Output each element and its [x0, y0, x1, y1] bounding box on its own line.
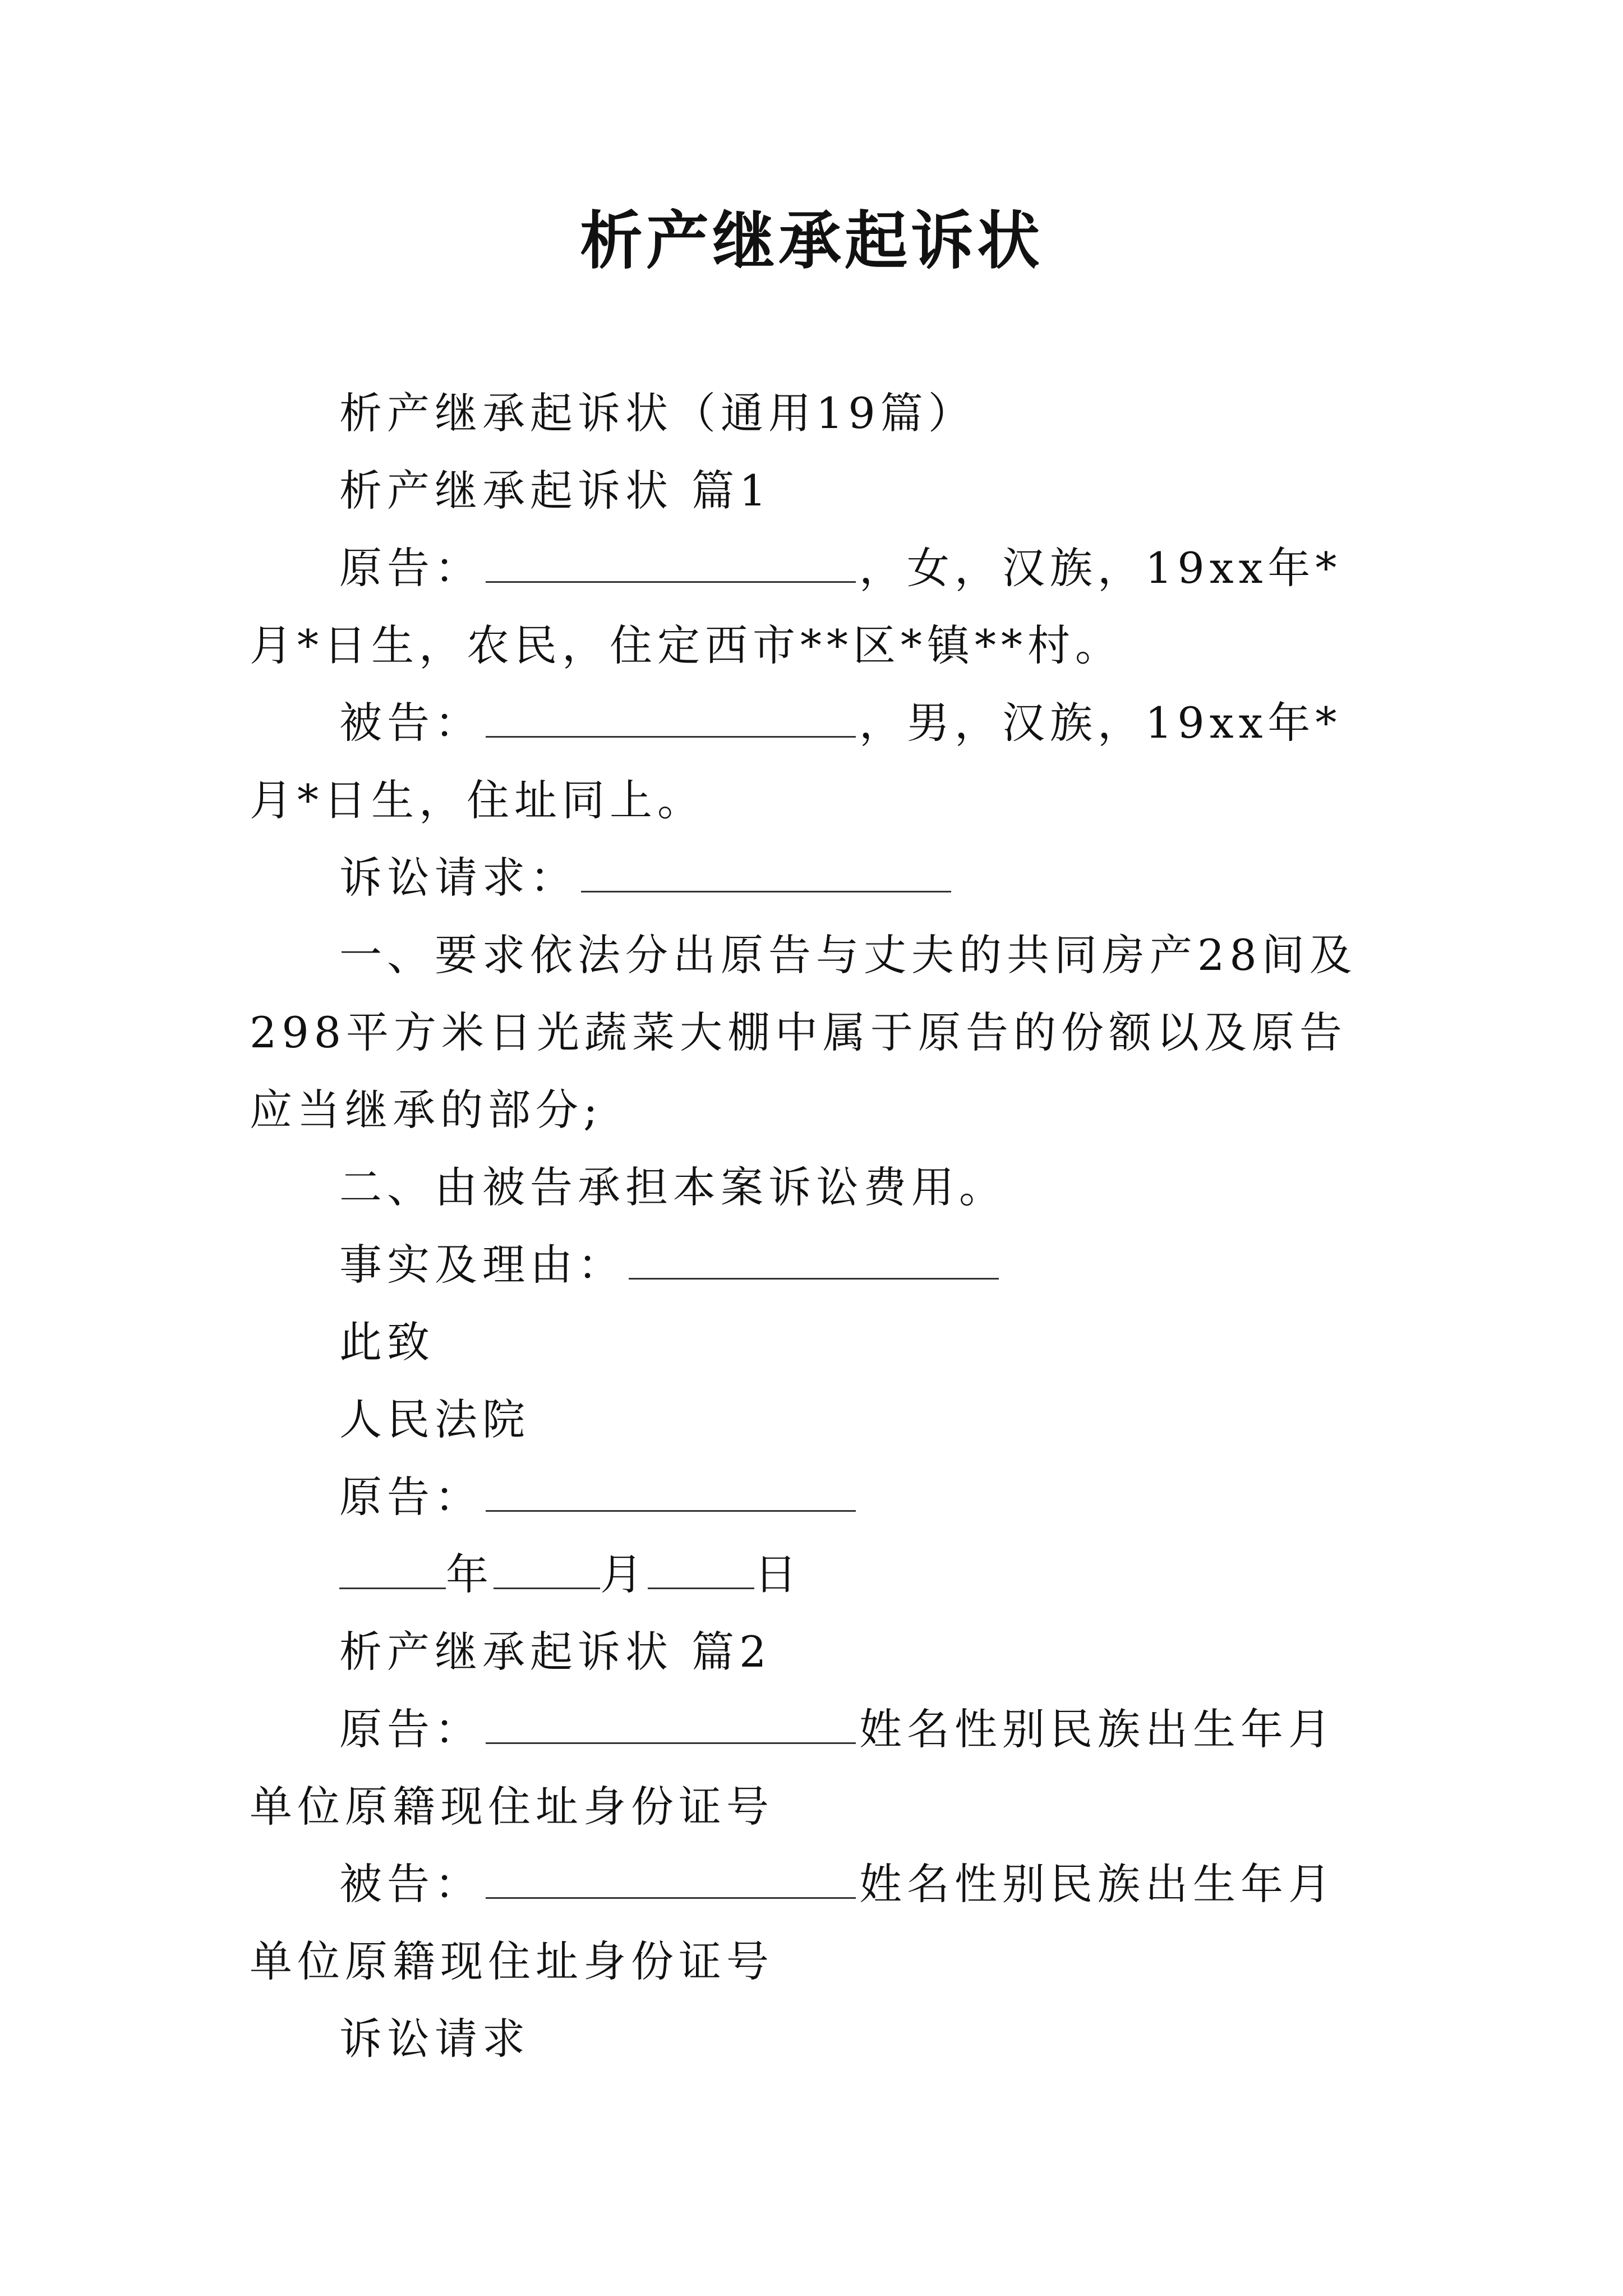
- defendant-description: ，男，汉族，19xx年*月*日生，住址同上。: [250, 698, 1342, 825]
- plaintiff-line: [250, 530, 1377, 684]
- closing: 此致: [339, 1317, 435, 1367]
- plaintiff-description: ，女，汉族，19xx年*月*日生，农民，住定西市**区*镇**村。: [250, 543, 1342, 670]
- signature-line: [250, 1458, 1377, 1536]
- plaintiff-label: 原告：: [339, 543, 482, 593]
- court: 人民法院: [339, 1395, 530, 1444]
- defendant-blank: [486, 701, 856, 738]
- claim-1: 一、要求依法分出原告与丈夫的共同房产28间及298平方米日光蔬菜大棚中属于原告的份额以及原告应当继承的部分;: [250, 930, 1357, 1135]
- facts-line: [250, 1226, 1377, 1304]
- signature-label: 原告：: [339, 1472, 482, 1522]
- day-blank: [648, 1553, 754, 1589]
- defendant-label: 被告：: [339, 698, 482, 748]
- defendant-blank-2: [486, 1862, 856, 1899]
- plaintiff-blank-2: [486, 1708, 856, 1744]
- year-blank: [339, 1553, 446, 1589]
- defendant-fields-2: 姓名性别民族出生年月单位原籍现住址身份证号: [250, 1859, 1336, 1986]
- day-label: 日: [754, 1549, 802, 1599]
- document-body: [250, 375, 1377, 2078]
- year-label: 年: [446, 1549, 494, 1599]
- defendant-label-2: 被告：: [339, 1859, 482, 1909]
- claims-blank: [581, 856, 951, 892]
- date-line: [250, 1536, 1377, 1613]
- defendant-line-2: [250, 1846, 1377, 2000]
- plaintiff-blank: [486, 546, 856, 583]
- facts-blank: [629, 1243, 999, 1280]
- month-label: 月: [600, 1549, 648, 1599]
- claim-2: 二、由被告承担本案诉讼费用。: [339, 1162, 1007, 1212]
- plaintiff-fields-2: 姓名性别民族出生年月单位原籍现住址身份证号: [250, 1704, 1336, 1832]
- document-title: 析产继承起诉状: [580, 204, 1043, 278]
- claims-label: 诉讼请求：: [339, 853, 578, 903]
- claims-heading-2: 诉讼请求: [339, 2014, 530, 2064]
- plaintiff-line-2: [250, 1691, 1377, 1846]
- subtitle: 析产继承起诉状（通用19篇）: [339, 388, 976, 438]
- section-heading-2: 析产继承起诉状 篇2: [339, 1627, 772, 1677]
- plaintiff-label-2: 原告：: [339, 1704, 482, 1754]
- signature-blank: [486, 1475, 856, 1512]
- defendant-line: [250, 684, 1377, 839]
- month-blank: [494, 1553, 600, 1589]
- section-heading-1: 析产继承起诉状 篇1: [339, 466, 772, 516]
- claims-line: [250, 839, 1377, 917]
- facts-label: 事实及理由：: [339, 1240, 625, 1290]
